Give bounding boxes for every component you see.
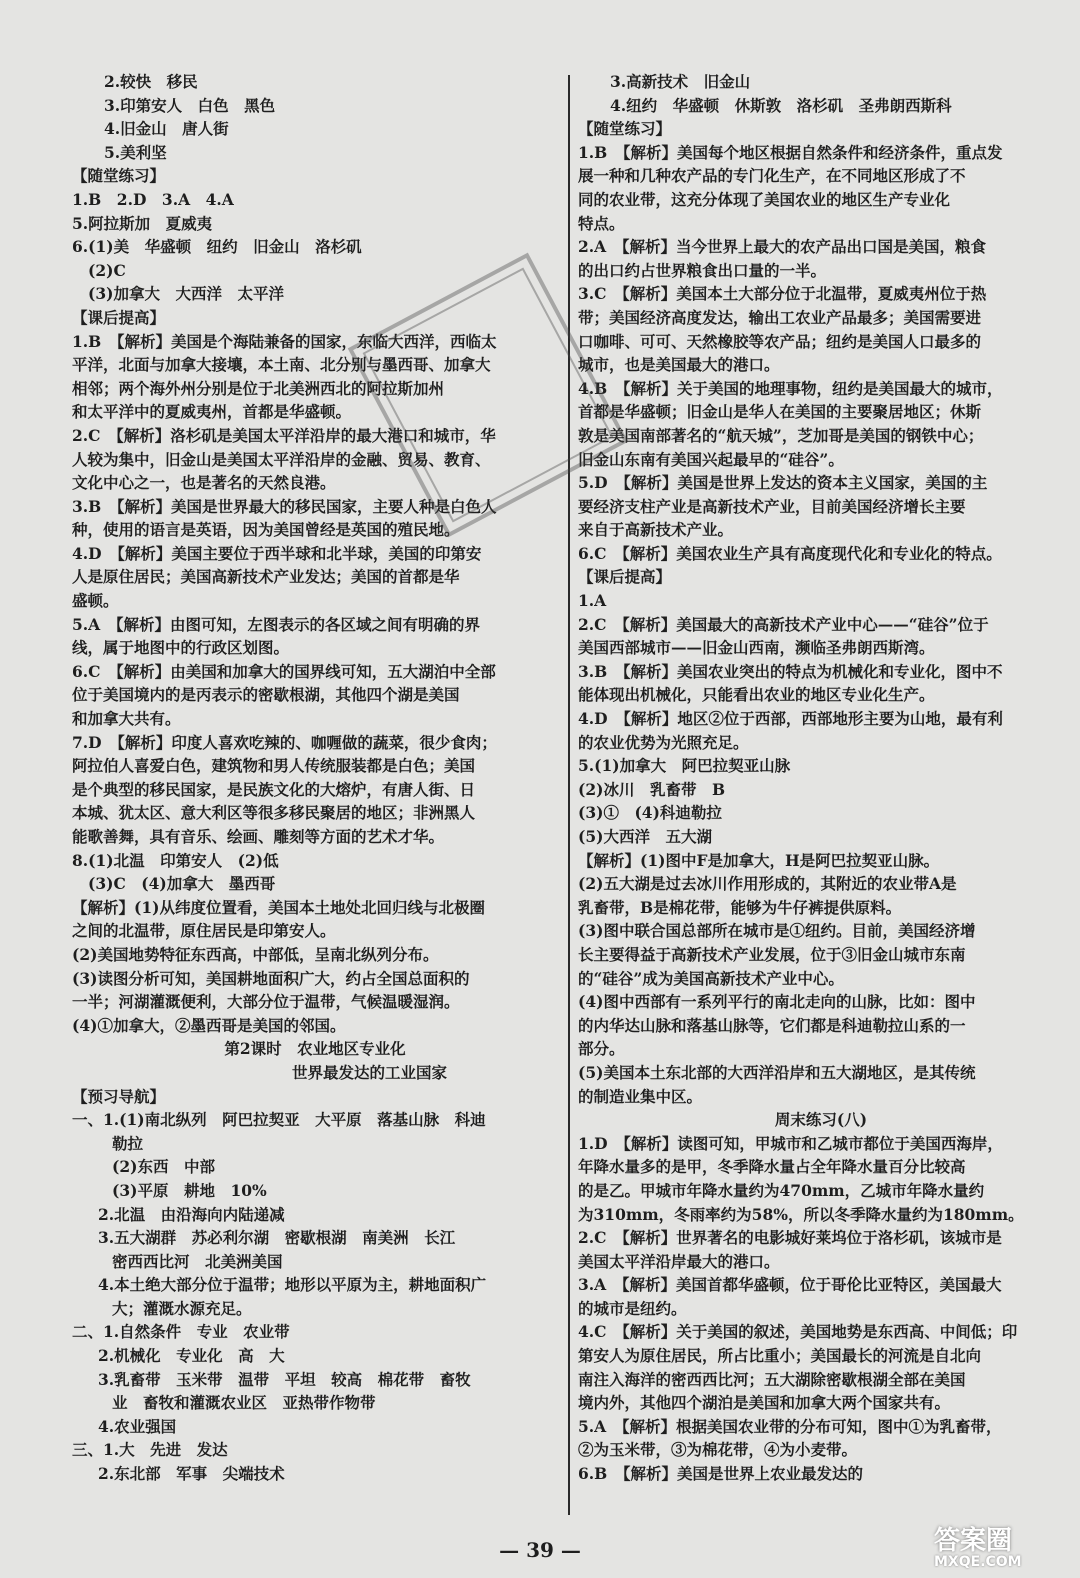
text-line: (3)加拿大 大西洋 太平洋 xyxy=(88,284,284,304)
text-line: (3)① (4)科迪勒拉 xyxy=(578,803,722,823)
text-line: 【解析】(1)从纬度位置看，美国本土地处北回归线与北极圈 xyxy=(72,897,485,917)
text-line: 2.C 【解析】美国最大的高新技术产业中心——“硅谷”位于 xyxy=(578,614,989,634)
text-line: 要经济支柱产业是高新技术产业，目前美国经济增长主要 xyxy=(578,496,966,516)
text-line: 美国西部城市——旧金山西南，濒临圣弗朗西斯湾。 xyxy=(578,638,935,658)
text-line: 2.较快 移民 xyxy=(104,72,198,91)
text-line: 和太平洋中的夏威夷州，首都是华盛顿。 xyxy=(72,402,352,422)
text-line: (3)C (4)加拿大 墨西哥 xyxy=(88,874,276,894)
text-line: 和加拿大共有。 xyxy=(72,709,181,729)
text-line: 3.高新技术 旧金山 xyxy=(610,72,751,91)
text-line: 特点。 xyxy=(578,213,625,233)
text-line: 盛顿。 xyxy=(72,591,119,611)
text-line: 业 畜牧和灌溉农业区 亚热带作物带 xyxy=(112,1393,376,1413)
text-line: 周末练习(八) xyxy=(774,1110,868,1130)
text-line: 为310mm，冬雨率约为58%，所以冬季降水量约为180mm。 xyxy=(578,1204,1024,1224)
watermark-logo: 答案圈 xyxy=(934,1526,1013,1556)
text-line: 5.A 【解析】由图可知，左图表示的各区域之间有明确的界 xyxy=(72,614,480,634)
text-line: 4.本土绝大部分位于温带；地形以平原为主，耕地面积广 xyxy=(98,1275,487,1295)
text-line: 4.旧金山 唐人街 xyxy=(104,119,229,139)
text-line: 【预习导航】 xyxy=(72,1086,166,1106)
text-line: 平洋，北面与加拿大接壤，本土南、北分别与墨西哥、加拿大 xyxy=(72,355,491,375)
text-line: 口咖啡、可可、天然橡胶等农产品；纽约是美国人口最多的 xyxy=(578,331,982,351)
text-line: (2)东西 中部 xyxy=(112,1157,215,1177)
text-line: 2.北温 由沿海向内陆递减 xyxy=(98,1204,285,1224)
text-line: 展一种和几种农产品的专门化生产，在不同地区形成了不 xyxy=(578,166,966,186)
text-line: 一半；河湖灌溉便利，大部分位于温带，气候温暖湿润。 xyxy=(72,992,460,1012)
text-line: 本城、犹太区、意大利区等很多移民聚居的地区；非洲黑人 xyxy=(72,803,476,823)
text-line: 第安人为原住居民，所占比重小；美国最长的河流是自北向 xyxy=(578,1346,982,1366)
text-line: 2.C 【解析】世界著名的电影城好莱坞位于洛杉矶，该城市是 xyxy=(578,1228,1002,1248)
text-line: 来自于高新技术产业。 xyxy=(578,520,734,540)
text-line: 4.C 【解析】关于美国的叙述，美国地势是东西高、中间低；印 xyxy=(578,1322,1018,1342)
text-line: (4)①加拿大，②墨西哥是美国的邻国。 xyxy=(72,1015,346,1035)
text-line: 4.D 【解析】地区②位于西部，西部地形主要为山地，最有利 xyxy=(578,709,1003,729)
text-line: (3)读图分析可知，美国耕地面积广大，约占全国总面积的 xyxy=(72,968,470,988)
watermark-url: MXQE.COM xyxy=(934,1554,1022,1570)
text-line: 【随堂练习】 xyxy=(578,119,672,139)
text-line: 南注入海洋的密西西比河；五大湖除密歇根湖全部在美国 xyxy=(578,1369,966,1389)
text-line: 人较为集中，旧金山是美国太平洋沿岸的金融、贸易、教育、 xyxy=(72,449,491,469)
text-line: (2)美国地势特征东西高，中部低，呈南北纵列分布。 xyxy=(72,944,439,964)
text-line: 【课后提高】 xyxy=(578,567,672,587)
text-line: 的是乙。甲城市年降水量约为470mm，乙城市年降水量约 xyxy=(578,1180,985,1200)
text-line: 敦是美国南部著名的“航天城”，芝加哥是美国的钢铁中心； xyxy=(578,425,984,445)
text-line: 1.D 【解析】读图可知，甲城市和乙城市都位于美国西海岸， xyxy=(578,1133,1003,1153)
text-line: 6.(1)美 华盛顿 纽约 旧金山 洛杉矶 xyxy=(72,237,362,257)
text-line: 2.东北部 军事 尖端技术 xyxy=(98,1464,285,1484)
text-line: 3.B 【解析】美国是世界最大的移民国家，主要人种是白色人 xyxy=(72,496,497,516)
text-line: 7.D 【解析】印度人喜欢吃辣的、咖喱做的蔬菜，很少食肉； xyxy=(72,732,497,752)
text-line: (2)C xyxy=(88,260,126,280)
text-line: 6.B 【解析】美国是世界上农业最发达的 xyxy=(578,1464,864,1484)
text-line: 6.C 【解析】美国农业生产具有高度现代化和专业化的特点。 xyxy=(578,543,1002,563)
text-line: 4.B 【解析】关于美国的地理事物，纽约是美国最大的城市， xyxy=(578,378,1003,398)
text-line: 8.(1)北温 印第安人 (2)低 xyxy=(72,850,279,870)
text-line: ②为玉米带，③为棉花带，④为小麦带。 xyxy=(578,1440,858,1460)
text-line: 5.阿拉斯加 夏威夷 xyxy=(72,213,213,233)
text-line: 大；灌溉水源充足。 xyxy=(112,1298,252,1318)
text-line: 年降水量多的是甲，冬季降水量占全年降水量百分比较高 xyxy=(578,1157,966,1177)
text-line: 3.A 【解析】美国首都华盛顿，位于哥伦比亚特区，美国最大 xyxy=(578,1275,1002,1295)
text-line: 3.印第安人 白色 黑色 xyxy=(104,95,276,115)
text-line: (2)五大湖是过去冰川作用形成的，其附近的农业带A是 xyxy=(578,874,957,894)
text-line: 带；美国经济高度发达，输出工农业产品最多；美国需要进 xyxy=(578,307,982,327)
text-line: 旧金山东南有美国兴起最早的“硅谷”。 xyxy=(578,449,844,469)
text-line: 线，属于地图中的行政区划图。 xyxy=(72,638,290,658)
text-line: 【课后提高】 xyxy=(72,307,166,327)
text-line: 的出口约占世界粮食出口量的一半。 xyxy=(578,260,827,280)
text-line: 三、1.大 先进 发达 xyxy=(72,1440,228,1460)
text-line: 勒拉 xyxy=(112,1133,144,1153)
text-line: 同的农业带，这充分体现了美国农业的地区生产专业化 xyxy=(578,189,951,209)
text-line: 4.D 【解析】美国主要位于西半球和北半球，美国的印第安 xyxy=(72,543,482,563)
text-line: 3.五大湖群 苏必利尔湖 密歇根湖 南美洲 长江 xyxy=(98,1228,456,1248)
text-line: 4.纽约 华盛顿 休斯敦 洛杉矶 圣弗朗西斯科 xyxy=(610,95,952,115)
text-line: (3)平原 耕地 10% xyxy=(112,1180,267,1200)
text-line: 乳畜带，B是棉花带，能够为牛仔裤提供原料。 xyxy=(578,897,902,917)
text-line: 人是原住居民；美国高新技术产业发达；美国的首都是华 xyxy=(72,567,460,587)
text-line: 是个典型的移民国家，是民族文化的大熔炉，有唐人街、日 xyxy=(72,779,476,799)
text-line: 1.B 【解析】美国是个海陆兼备的国家，东临大西洋，西临太 xyxy=(72,331,497,351)
text-line: 【随堂练习】 xyxy=(72,166,166,186)
text-line: 相邻；两个海外州分别是位于北美洲西北的阿拉斯加州 xyxy=(72,378,445,398)
column-divider xyxy=(568,75,570,1515)
text-line: 美国太平洋沿岸最大的港口。 xyxy=(578,1251,780,1271)
text-line: 6.C 【解析】由美国和加拿大的国界线可知，五大湖泊中全部 xyxy=(72,661,496,681)
text-line: 第2课时 农业地区专业化 xyxy=(224,1039,406,1059)
text-line: 【解析】(1)图中F是加拿大，H是阿巴拉契亚山脉。 xyxy=(578,850,940,870)
text-line: 的“硅谷”成为美国高新技术产业中心。 xyxy=(578,968,844,988)
text-line: 3.B 【解析】美国农业突出的特点为机械化和专业化，图中不 xyxy=(578,661,1003,681)
text-line: 5.美利坚 xyxy=(104,142,167,162)
text-line: 位于美国境内的是丙表示的密歇根湖，其他四个湖是美国 xyxy=(72,685,460,705)
text-line: 的制造业集中区。 xyxy=(578,1086,703,1106)
text-line: 境内外，其他四个湖泊是美国和加拿大两个国家共有。 xyxy=(578,1393,951,1413)
text-line: 世界最发达的工业国家 xyxy=(292,1062,448,1082)
text-line: 部分。 xyxy=(578,1039,625,1059)
text-line: 二、1.自然条件 专业 农业带 xyxy=(72,1322,290,1342)
text-line: 1.B 【解析】美国每个地区根据自然条件和经济条件，重点发 xyxy=(578,142,1003,162)
text-line: 能歌善舞，具有音乐、绘画、雕刻等方面的艺术才华。 xyxy=(72,827,445,846)
text-line: 能体现出机械化，只能看出农业的地区专业化生产。 xyxy=(578,685,935,705)
text-line: 的内华达山脉和落基山脉等，它们都是科迪勒拉山系的一 xyxy=(578,1015,966,1035)
text-line: 5.A 【解析】根据美国农业带的分布可知，图中①为乳畜带， xyxy=(578,1416,1002,1436)
text-line: (4)图中西部有一系列平行的南北走向的山脉，比如：图中 xyxy=(578,992,976,1012)
text-line: 城市，也是美国最大的港口。 xyxy=(578,355,780,375)
text-line: 1.A xyxy=(578,591,607,611)
text-line: 2.A 【解析】当今世界上最大的农产品出口国是美国，粮食 xyxy=(578,237,986,257)
text-line: 4.农业强国 xyxy=(98,1416,177,1436)
text-line: 3.乳畜带 玉米带 温带 平坦 较高 棉花带 畜牧 xyxy=(98,1369,471,1389)
text-line: 的农业优势为光照充足。 xyxy=(578,732,749,752)
text-line: 5.D 【解析】美国是世界上发达的资本主义国家，美国的主 xyxy=(578,473,988,493)
text-line: 文化中心之一，也是著名的天然良港。 xyxy=(72,473,336,493)
text-line: 3.C 【解析】美国本土大部分位于北温带，夏威夷州位于热 xyxy=(578,284,987,304)
text-line: 首都是华盛顿；旧金山是华人在美国的主要聚居地区；休斯 xyxy=(578,402,982,422)
page-number: — 39 — xyxy=(499,1538,581,1562)
text-line: 阿拉伯人喜爱白色，建筑物和男人传统服装都是白色；美国 xyxy=(72,756,476,776)
text-line: 一、1.(1)南北纵列 阿巴拉契亚 大平原 落基山脉 科迪 xyxy=(72,1110,486,1130)
text-line: (5)大西洋 五大湖 xyxy=(578,827,712,846)
text-line: (3)图中联合国总部所在城市是①纽约。目前，美国经济增 xyxy=(578,921,976,941)
text-line: 密西西比河 北美洲美国 xyxy=(112,1251,283,1271)
text-line: 的城市是纽约。 xyxy=(578,1298,687,1318)
text-line: (2)冰川 乳畜带 B xyxy=(578,779,726,799)
text-line: 种，使用的语言是英语，因为美国曾经是英国的殖民地。 xyxy=(72,520,460,540)
text-line: 1.B 2.D 3.A 4.A xyxy=(72,189,234,209)
text-line: 2.C 【解析】洛杉矶是美国太平洋沿岸的最大港口和城市，华 xyxy=(72,425,496,445)
text-line: 长主要得益于高新技术产业发展，位于③旧金山城市东南 xyxy=(578,944,966,964)
text-line: 之间的北温带，原住居民是印第安人。 xyxy=(72,921,336,941)
text-line: 2.机械化 专业化 高 大 xyxy=(98,1346,285,1366)
text-line: 5.(1)加拿大 阿巴拉契亚山脉 xyxy=(578,756,791,776)
right-column xyxy=(578,70,1064,1486)
text-line: (5)美国本土东北部的大西洋沿岸和五大湖地区，是其传统 xyxy=(578,1062,976,1082)
